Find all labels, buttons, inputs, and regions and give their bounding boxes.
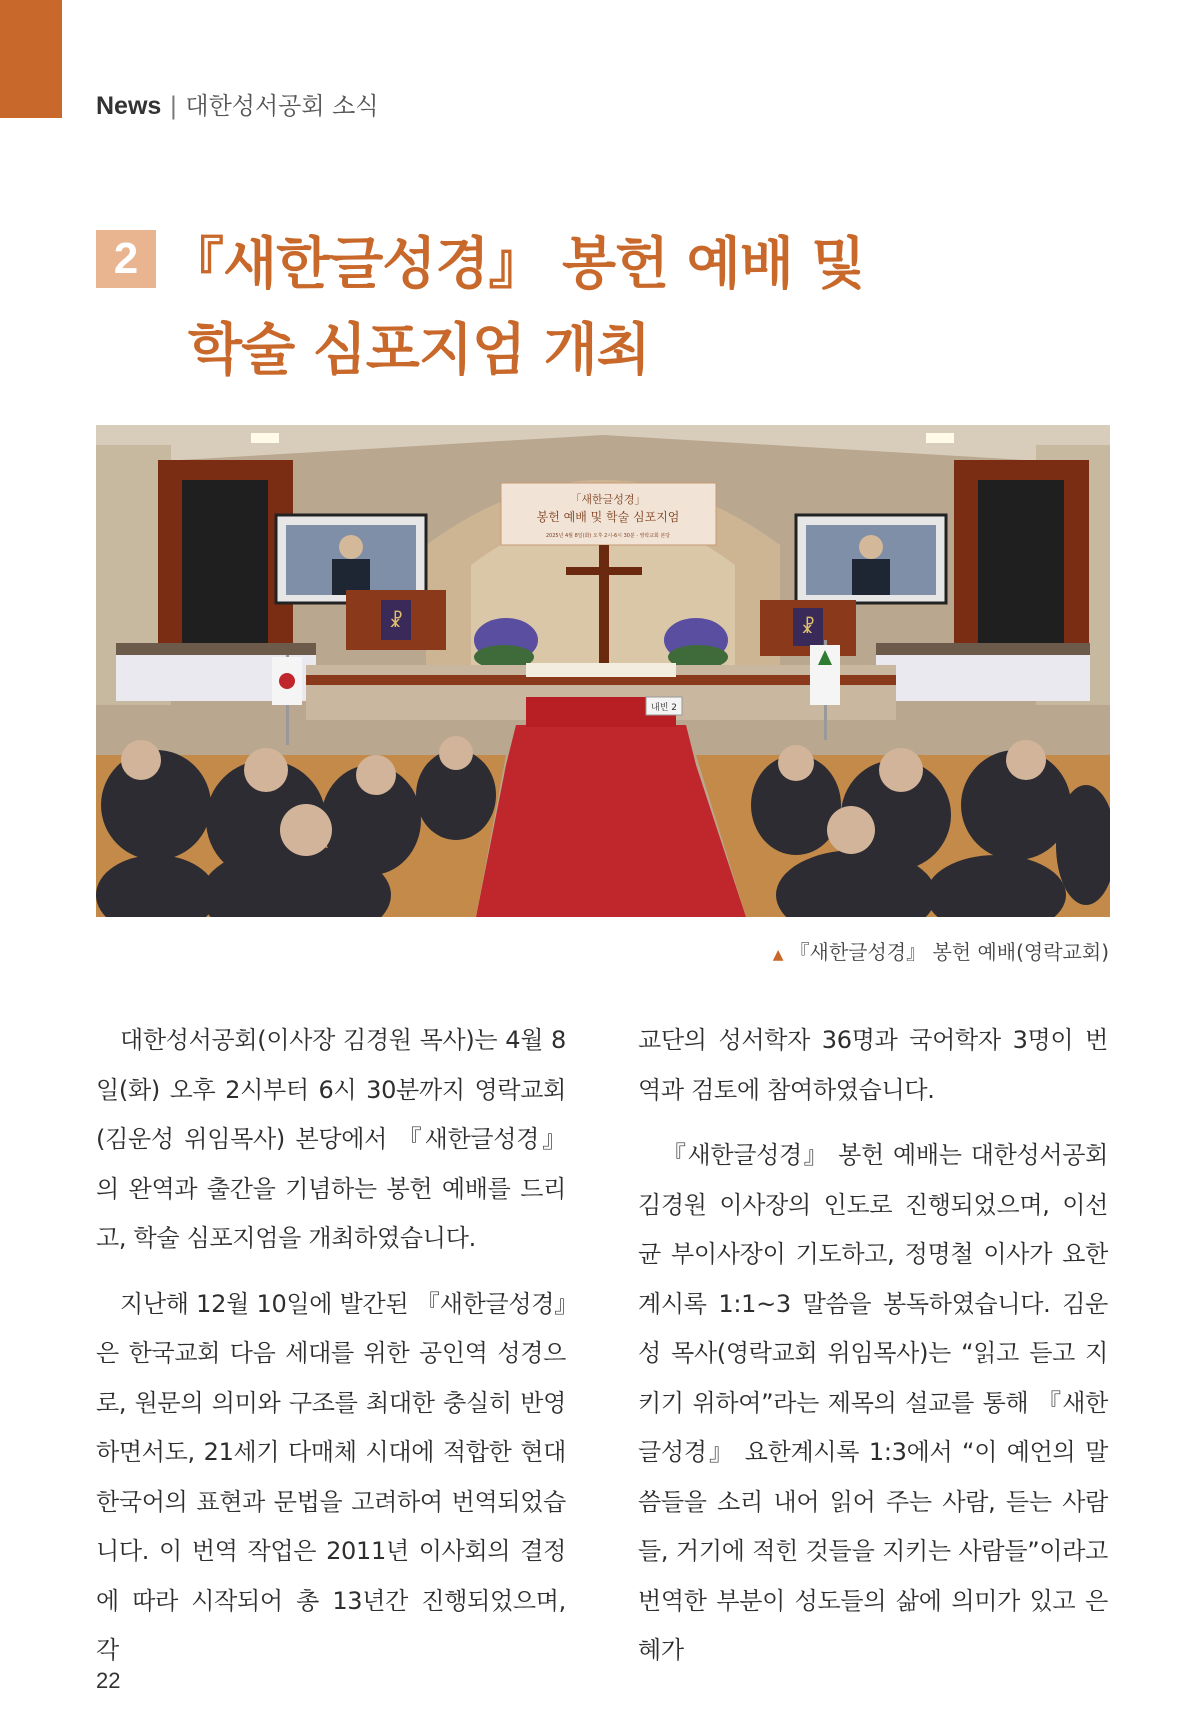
svg-text:☧: ☧ xyxy=(800,617,816,638)
article-title xyxy=(168,222,1068,394)
header-separator: | xyxy=(169,92,178,120)
cross xyxy=(599,545,609,665)
ceiling-light-right xyxy=(926,433,954,443)
page-number: 22 xyxy=(96,1668,121,1693)
triangle-icon: ▲ xyxy=(772,947,784,963)
page-header xyxy=(96,86,379,121)
church-worship-photo xyxy=(96,425,1110,917)
banner-subtitle: 봉헌 예배 및 학술 심포지엄 xyxy=(536,510,680,524)
paragraph: 『새한글성경』 봉헌 예배는 대한성서공회 김경원 이사장의 인도로 진행되었으며, 이선균 부이사장이 기도하고, 정명철 이사가 요한계시록 1:1~3 말씀을 봉독하였습니다. 김운성 목사(영락교회 위임목사)는 “읽고 듣고 지키기 위하여”라는 제목의 설교를 통해 『새한글성경』 요한계시록 1:3에서 “이 예언의 말씀들을 소리 내어 읽어 주는 사람, 듣는 사람들, 거기에 적힌 것들을 지키는 사람들”이라고 번역한 부분이 성도들의 삶에 의미가 있고 은혜가 xyxy=(638,1141,1108,1664)
article-title-line2: 학술 심포지엄 개최 xyxy=(188,318,650,383)
ceiling-light-left xyxy=(251,433,279,443)
svg-text:☧: ☧ xyxy=(388,611,404,632)
corner-color-tab xyxy=(0,0,62,118)
paragraph: 교단의 성서학자 36명과 국어학자 3명이 번역과 검토에 참여하였습니다. xyxy=(638,1026,1108,1104)
body-column-left xyxy=(96,1016,566,1692)
red-steps xyxy=(506,725,696,765)
paragraph: 지난해 12월 10일에 발간된 『새한글성경』은 한국교회 다음 세대를 위한 공인역 성경으로, 원문의 의미와 구조를 최대한 충실히 반영하면서도, 21세기 다매체 시대에 적합한 현대 한국어의 표현과 문법을 고려하여 번역되었습니다. 이 번역 작업은 2011년 이사회의 결정에 따라 시작되어 총 13년간 진행되었으며, 각 xyxy=(96,1289,566,1664)
photo-caption xyxy=(773,936,1109,965)
section-label: News xyxy=(96,92,162,120)
body-column-right xyxy=(638,1016,1108,1692)
guest-seat-sign-text: 내빈 2 xyxy=(651,703,677,713)
article-title-line1: 『새한글성경』 봉헌 예배 및 xyxy=(168,232,865,297)
section-subtitle: 대한성서공회 소식 xyxy=(185,92,379,120)
banner-date: 2025년 4월 8일(화) 오후 2시-6시 30분 · 영락교회 본당 xyxy=(545,533,671,539)
banner-title: 「새한글성경」 xyxy=(570,493,646,506)
photo-caption-text: 『새한글성경』 봉헌 예배(영락교회) xyxy=(789,940,1109,964)
article-number-badge: 2 xyxy=(96,230,156,288)
paragraph: 대한성서공회(이사장 김경원 목사)는 4월 8일(화) 오후 2시부터 6시 30분까지 영락교회(김운성 위임목사) 본당에서 『새한글성경』의 완역과 출간을 기념하는 봉헌 예배를 드리고, 학술 심포지엄을 개최하였습니다. xyxy=(96,1026,566,1252)
communion-table xyxy=(526,663,676,677)
